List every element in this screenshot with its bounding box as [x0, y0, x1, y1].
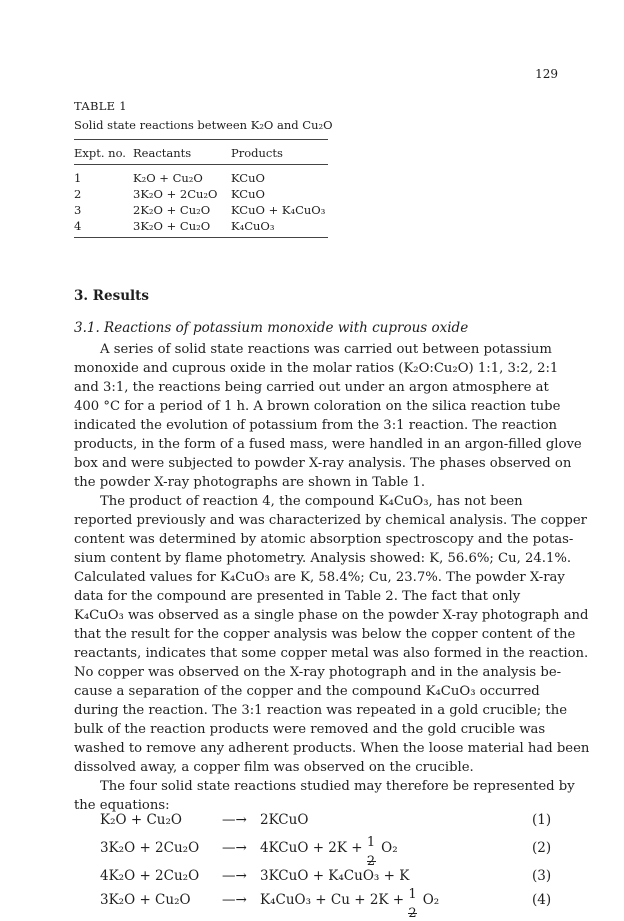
- text-line: A series of solid state reactions was carried out between potassium: [100, 342, 552, 357]
- fraction-numerator: 1: [408, 887, 417, 902]
- text-line: products, in the form of a fused mass, were handled in an argon-filled glove: [74, 437, 582, 452]
- body-text: [74, 340, 590, 815]
- text-line: box and were subjected to powder X-ray analysis. The phases observed on: [74, 456, 572, 471]
- text-line: data for the compound are presented in Table 2. The fact that only: [74, 589, 521, 604]
- text-line: reactants, indicates that some copper metal was also formed in the reaction.: [74, 646, 589, 661]
- text-line: bulk of the reaction products were removed and the gold crucible was: [74, 722, 546, 737]
- table-cell: KCuO + K₄CuO₃: [231, 203, 326, 217]
- equation-number: (1): [532, 812, 552, 828]
- table-header-reactants: Reactants: [133, 146, 192, 160]
- section-heading: 3. Results: [74, 288, 149, 304]
- table-cell: K₂O + Cu₂O: [133, 171, 203, 185]
- text-line: The product of reaction 4, the compound K₄CuO₃, has not been: [100, 494, 523, 509]
- table-cell: 1: [74, 171, 82, 185]
- equation-lhs: K₂O + Cu₂O: [100, 812, 182, 828]
- equation-rhs: [260, 887, 440, 921]
- table-caption: Solid state reactions between K₂O and Cu₂O: [74, 118, 333, 132]
- equation-rhs-tail: O₂: [381, 840, 398, 856]
- table-cell: KCuO: [231, 171, 265, 185]
- equation-rhs: [260, 835, 398, 869]
- text-line: and 3:1, the reactions being carried out under an argon atmosphere at: [74, 380, 549, 395]
- arrow-icon: —→: [222, 812, 247, 828]
- text-line: during the reaction. The 3:1 reaction was repeated in a gold crucible; the: [74, 703, 567, 718]
- arrow-icon: —→: [222, 868, 247, 884]
- text-line: dissolved away, a copper film was observed on the crucible.: [74, 760, 474, 775]
- equation-rhs-text: 4KCuO + 2K +: [260, 840, 367, 856]
- table-header-rule: [74, 164, 328, 165]
- fraction-numerator: 1: [366, 835, 376, 850]
- fraction-denominator: 2: [366, 854, 376, 869]
- table-cell: 2K₂O + Cu₂O: [133, 203, 211, 217]
- table-cell: 3: [74, 203, 82, 217]
- text-line: the equations:: [74, 798, 170, 813]
- equation-number: (2): [532, 840, 552, 856]
- equation-rhs-text: K₄CuO₃ + Cu + 2K +: [260, 892, 409, 908]
- table-bottom-rule: [74, 237, 328, 238]
- text-line: washed to remove any adherent products. When the loose material had been: [74, 741, 590, 756]
- equation-rhs: 3KCuO + K₄CuO₃ + K: [260, 868, 410, 884]
- table-header-products: Products: [231, 146, 283, 160]
- table-cell: K₄CuO₃: [231, 219, 275, 233]
- equation-rhs-tail: O₂: [422, 892, 440, 908]
- arrow-icon: —→: [222, 892, 247, 908]
- table-cell: 3K₂O + Cu₂O: [133, 219, 211, 233]
- text-line: The four solid state reactions studied may therefore be represented by: [100, 779, 575, 794]
- text-line: sium content by flame photometry. Analysis showed: K, 56.6%; Cu, 24.1%.: [74, 551, 572, 566]
- text-line: No copper was observed on the X-ray photograph and in the analysis be-: [74, 665, 562, 680]
- text-line: Calculated values for K₄CuO₃ are K, 58.4%; Cu, 23.7%. The powder X-ray: [74, 570, 565, 585]
- text-line: content was determined by atomic absorption spectroscopy and the potas-: [74, 532, 574, 547]
- table-header-expt: Expt. no.: [74, 146, 126, 160]
- text-line: that the result for the copper analysis was below the copper content of the: [74, 627, 576, 642]
- arrow-icon: —→: [222, 840, 247, 856]
- table-cell: KCuO: [231, 187, 265, 201]
- fraction-denominator: 2: [408, 906, 417, 921]
- text-line: monoxide and cuprous oxide in the molar ratios (K₂O:Cu₂O) 1:1, 3:2, 2:1: [74, 361, 559, 376]
- subsection-heading: 3.1. Reactions of potassium monoxide with cuprous oxide: [74, 320, 469, 336]
- text-line: reported previously and was characterized by chemical analysis. The copper: [74, 513, 587, 528]
- text-line: K₄CuO₃ was observed as a single phase on the powder X-ray photograph and: [74, 608, 589, 623]
- equation-lhs: 4K₂O + 2Cu₂O: [100, 868, 200, 884]
- text-line: indicated the evolution of potassium from the 3:1 reaction. The reaction: [74, 418, 557, 433]
- text-line: 400 °C for a period of 1 h. A brown coloration on the silica reaction tube: [74, 399, 561, 414]
- equation-lhs: 3K₂O + Cu₂O: [100, 892, 191, 908]
- equation-number: (4): [532, 892, 552, 908]
- equation-number: (3): [532, 868, 552, 884]
- table-cell: 2: [74, 187, 82, 201]
- table-top-rule: [74, 139, 328, 140]
- equation-lhs: 3K₂O + 2Cu₂O: [100, 840, 200, 856]
- table-cell: 4: [74, 219, 82, 233]
- table-title: TABLE 1: [74, 99, 127, 113]
- text-line: the powder X-ray photographs are shown in Table 1.: [74, 475, 426, 490]
- text-line: cause a separation of the copper and the compound K₄CuO₃ occurred: [74, 684, 540, 699]
- table-cell: 3K₂O + 2Cu₂O: [133, 187, 218, 201]
- equation-rhs: 2KCuO: [260, 812, 309, 828]
- page-number: 129: [535, 67, 558, 81]
